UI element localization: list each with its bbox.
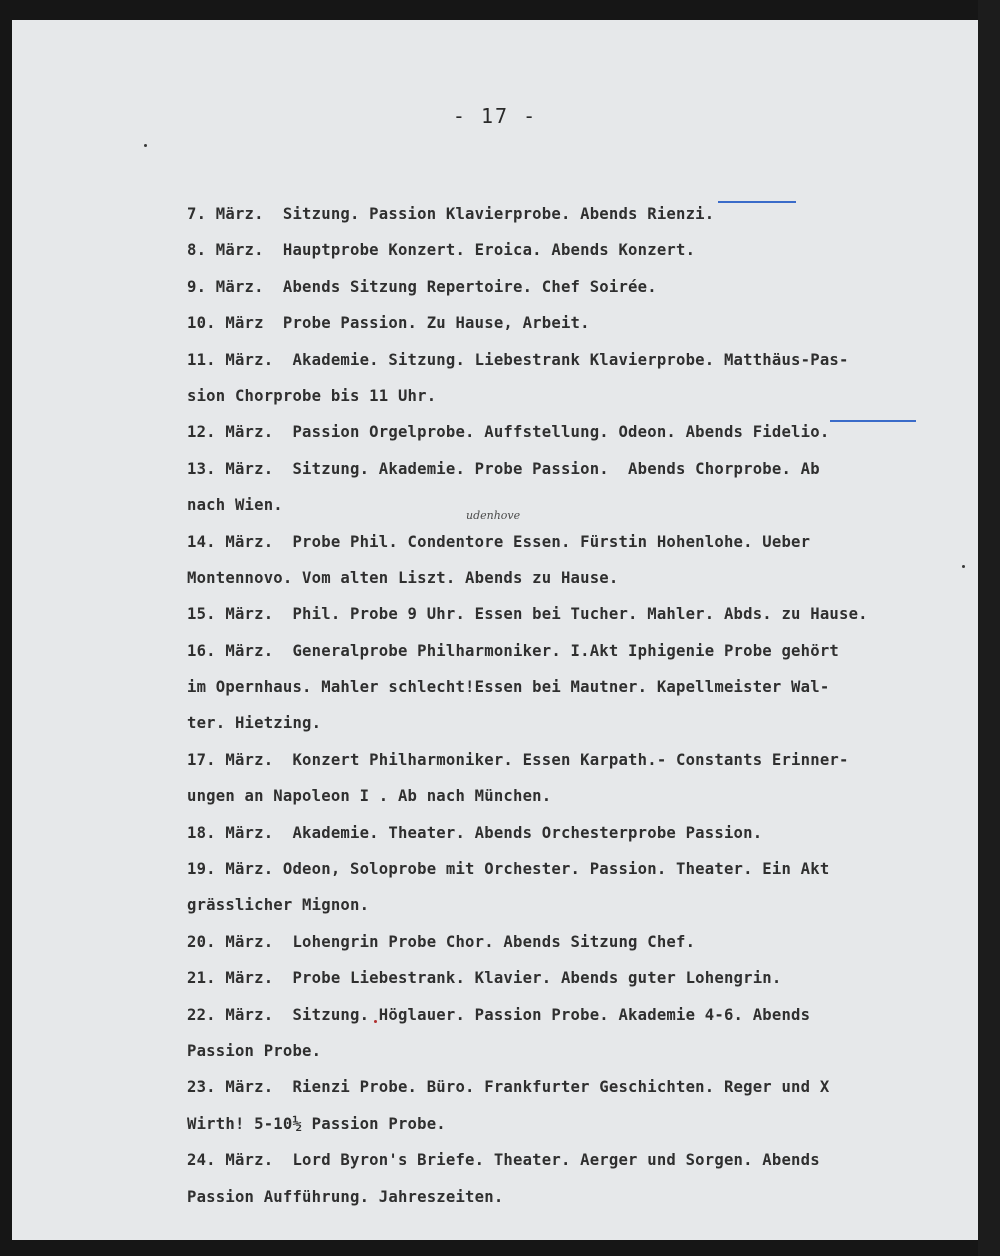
diary-line: 18. März. Akademie. Theater. Abends Orchesterprobe Passion. — [187, 823, 763, 842]
diary-line: 16. März. Generalprobe Philharmoniker. I.Akt Iphigenie Probe gehört — [187, 641, 839, 660]
diary-line: 11. März. Akademie. Sitzung. Liebestrank Klavierprobe. Matthäus-Pas- — [187, 350, 849, 369]
diary-line: 14. März. Probe Phil. Condentore Essen. Fürstin Hohenlohe. Ueber — [187, 532, 811, 551]
diary-line: 15. März. Phil. Probe 9 Uhr. Essen bei Tucher. Mahler. Abds. zu Hause. — [187, 605, 868, 624]
diary-line: 24. März. Lord Byron's Briefe. Theater. Aerger und Sorgen. Abends — [187, 1151, 820, 1170]
diary-line: 9. März. Abends Sitzung Repertoire. Chef Soirée. — [187, 277, 657, 296]
scan-background-edge — [978, 0, 1000, 1256]
diary-line: Passion Probe. — [187, 1041, 322, 1060]
diary-line: 19. März. Odeon, Soloprobe mit Orchester. Passion. Theater. Ein Akt — [187, 860, 830, 879]
diary-line: 12. März. Passion Orgelprobe. Auffstellung. Odeon. Abends Fidelio. — [187, 423, 830, 442]
diary-line: 7. März. Sitzung. Passion Klavierprobe. Abends Rienzi. — [187, 205, 715, 223]
handwritten-annotation: udenhove — [466, 509, 521, 522]
diary-line: 23. März. Rienzi Probe. Büro. Frankfurter Geschichten. Reger und X — [187, 1078, 830, 1097]
diary-line: sion Chorprobe bis 11 Uhr. — [187, 386, 437, 405]
diary-line: Montennovo. Vom alten Liszt. Abends zu Hause. — [187, 568, 619, 587]
page-number: - 17 - — [452, 104, 538, 128]
diary-line: 10. März Probe Passion. Zu Hause, Arbeit. — [187, 314, 590, 333]
stray-mark — [144, 144, 147, 147]
diary-line: ungen an Napoleon I . Ab nach München. — [187, 787, 552, 806]
diary-line: 17. März. Konzert Philharmoniker. Essen Karpath.- Constants Erinner- — [187, 750, 849, 769]
diary-line: ter. Hietzing. — [187, 714, 322, 733]
diary-line: 21. März. Probe Liebestrank. Klavier. Abends guter Lohengrin. — [187, 969, 782, 988]
diary-line: Passion Aufführung. Jahreszeiten. — [187, 1187, 504, 1206]
diary-line: 8. März. Hauptprobe Konzert. Eroica. Abends Konzert. — [187, 241, 696, 260]
diary-line: im Opernhaus. Mahler schlecht!Essen bei Mautner. Kapellmeister Wal- — [187, 678, 830, 697]
diary-line: 20. März. Lohengrin Probe Chor. Abends Sitzung Chef. — [187, 932, 696, 951]
diary-line: Wirth! 5-10½ Passion Probe. — [187, 1114, 446, 1133]
diary-line: 13. März. Sitzung. Akademie. Probe Passion. Abends Chorprobe. Ab — [187, 459, 820, 478]
diary-entries — [187, 196, 977, 1215]
diary-line: 22. März. Sitzung. Höglauer. Passion Probe. Akademie 4-6. Abends — [187, 1005, 811, 1024]
diary-line: grässlicher Mignon. — [187, 896, 370, 915]
diary-line: nach Wien. — [187, 496, 283, 515]
document-page — [12, 20, 978, 1240]
